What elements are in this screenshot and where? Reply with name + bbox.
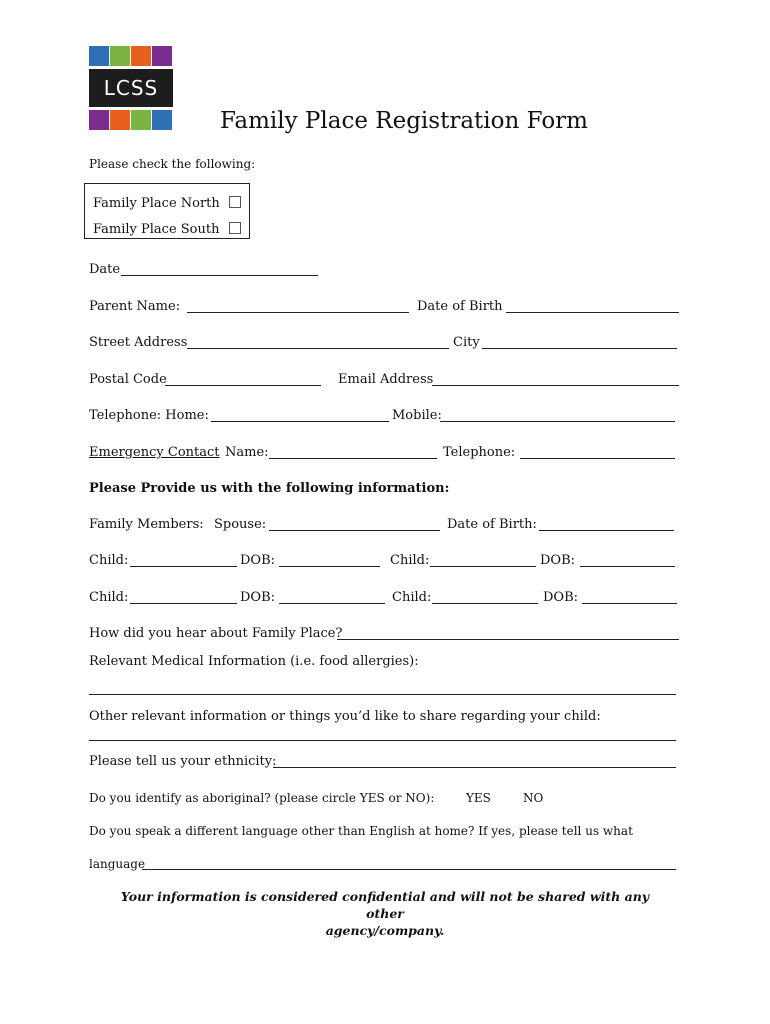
language-question: Do you speak a different language other than English at home? If yes, please tell us what [89,824,633,838]
lcss-logo [89,46,173,131]
child-1-dob-field[interactable] [279,566,380,567]
emergency-name-label: Name: [225,445,269,460]
parent-name-label: Parent Name: [89,299,181,314]
spouse-dob-label: Date of Birth: [447,517,537,532]
city-field[interactable] [482,348,677,349]
location-south-label: Family Place South [93,222,220,237]
child-2-field[interactable] [430,566,536,567]
street-address-field[interactable] [187,348,449,349]
hear-about-field[interactable] [337,639,679,640]
telephone-home-field[interactable] [211,421,389,422]
aboriginal-no-option[interactable]: NO [523,791,544,805]
mobile-label: Mobile: [392,408,442,423]
child-3-dob-label: DOB: [240,590,276,605]
check-prompt: Please check the following: [89,157,256,171]
child-2-dob-field[interactable] [580,566,675,567]
medical-info-label: Relevant Medical Information (i.e. food allergies): [89,654,419,669]
info-heading: Please Provide us with the following information: [89,481,450,496]
logo-bar [89,69,173,107]
emergency-contact-label: Emergency Contact [89,445,220,460]
logo-square [110,46,130,66]
parent-dob-field[interactable] [506,312,679,313]
spouse-dob-field[interactable] [539,530,674,531]
child-1-field[interactable] [130,566,237,567]
parent-name-field[interactable] [187,312,409,313]
parent-dob-label: Date of Birth [417,299,503,314]
other-info-field[interactable] [89,740,676,741]
postal-code-label: Postal Code [89,372,167,387]
child-1-dob-label: DOB: [240,553,276,568]
logo-text: LCSS [103,76,159,100]
logo-square [89,110,109,130]
emergency-telephone-label: Telephone: [443,445,516,460]
family-members-label: Family Members: [89,517,204,532]
child-3-field[interactable] [130,603,237,604]
child-3-dob-field[interactable] [279,603,385,604]
child-1-label: Child: [89,553,129,568]
logo-square [131,110,151,130]
ethnicity-field[interactable] [273,767,676,768]
ethnicity-label: Please tell us your ethnicity: [89,754,277,769]
logo-square [110,110,130,130]
emergency-name-field[interactable] [269,458,437,459]
hear-about-label: How did you hear about Family Place? [89,626,343,641]
date-field[interactable] [121,275,318,276]
telephone-home-label: Telephone: Home: [89,408,209,423]
page-title: Family Place Registration Form [220,108,588,134]
city-label: City [453,335,480,350]
date-label: Date [89,262,121,277]
child-4-field[interactable] [432,603,538,604]
emergency-telephone-field[interactable] [520,458,675,459]
logo-square [89,46,109,66]
postal-code-field[interactable] [165,385,321,386]
child-2-dob-label: DOB: [540,553,576,568]
location-north-label: Family Place North [93,196,220,211]
child-4-dob-field[interactable] [582,603,677,604]
notice-line-2: agency/company. [325,923,445,938]
email-address-field[interactable] [432,385,679,386]
email-address-label: Email Address [338,372,434,387]
logo-square [152,110,172,130]
language-field[interactable] [142,869,676,870]
logo-square [152,46,172,66]
logo-square [131,46,151,66]
spouse-field[interactable] [269,530,440,531]
location-south-checkbox[interactable] [229,222,241,234]
child-3-label: Child: [89,590,129,605]
language-label: language [89,857,146,871]
mobile-field[interactable] [440,421,675,422]
child-4-label: Child: [392,590,432,605]
medical-info-field[interactable] [89,694,676,695]
confidentiality-notice [110,888,660,939]
aboriginal-yes-option[interactable]: YES [466,791,491,805]
location-north-checkbox[interactable] [229,196,241,208]
child-2-label: Child: [390,553,430,568]
aboriginal-question: Do you identify as aboriginal? (please circle YES or NO): [89,791,435,805]
street-address-label: Street Address [89,335,188,350]
spouse-label: Spouse: [214,517,267,532]
other-info-label: Other relevant information or things you’d like to share regarding your child: [89,709,601,724]
notice-line-1: Your information is considered confidential and will not be shared with any other [120,889,650,921]
child-4-dob-label: DOB: [543,590,579,605]
